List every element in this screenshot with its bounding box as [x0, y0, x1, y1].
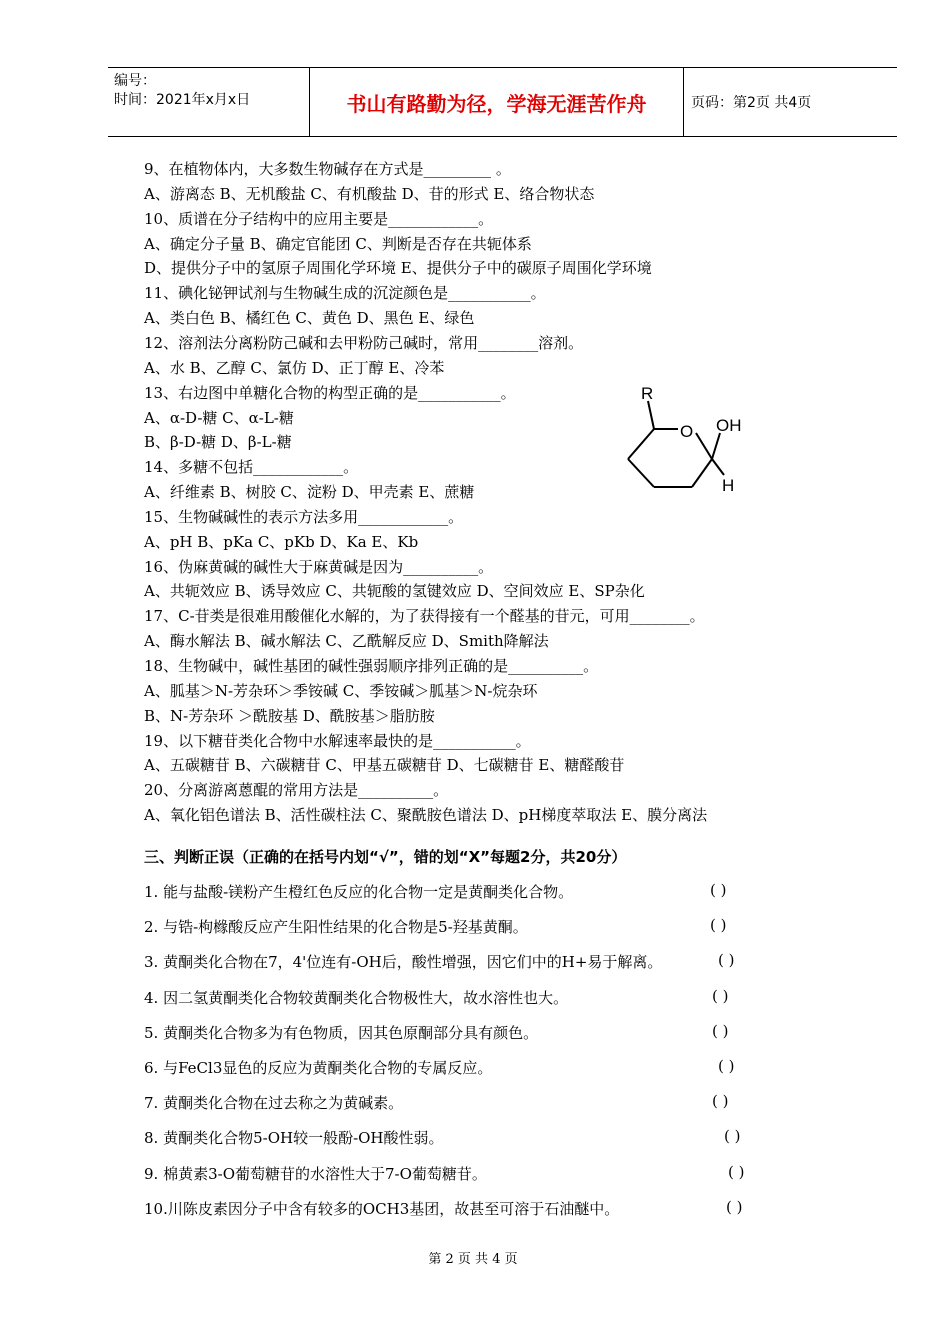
answer-bracket[interactable]: ( ): [710, 881, 727, 899]
mc-line: 9、在植物体内，大多数生物碱存在方式是_________ 。: [144, 160, 511, 178]
tf-item: 1. 能与盐酸-镁粉产生橙红色反应的化合物一定是黄酮类化合物。: [144, 883, 574, 901]
tf-item: 3. 黄酮类化合物在7，4'位连有-OH后，酸性增强，因它们中的H+易于解离。: [144, 953, 663, 972]
answer-bracket[interactable]: ( ): [724, 1127, 741, 1146]
mc-line: A、氧化铝色谱法 B、活性碳柱法 C、聚酰胺色谱法 D、pH梯度萃取法 E、膜分离法: [144, 806, 708, 825]
mc-line: D、提供分子中的氢原子周围化学环境 E、提供分子中的碳原子周围化学环境: [144, 259, 652, 278]
mc-line: B、β-D-糖 D、β-L-糖: [144, 433, 292, 452]
label-h: H: [722, 476, 735, 493]
mc-line: A、确定分子量 B、确定官能团 C、判断是否存在共轭体系: [144, 234, 532, 253]
mc-line: A、类白色 B、橘红色 C、黄色 D、黑色 E、绿色: [144, 309, 475, 328]
header-page-info: 页码：第2页 共4页: [691, 95, 812, 111]
mc-line: 17、C-苷类是很难用酸催化水解的，为了获得接有一个醛基的苷元，可用________。: [144, 607, 705, 626]
label-r: R: [641, 384, 654, 403]
answer-bracket[interactable]: ( ): [712, 1092, 729, 1111]
mc-line: 13、右边图中单糖化合物的构型正确的是___________。: [144, 383, 516, 402]
mc-line: A、五碳糖苷 B、六碳糖苷 C、甲基五碳糖苷 D、七碳糖苷 E、糖醛酸苷: [144, 756, 625, 775]
mc-line: A、游离态 B、无机酸盐 C、有机酸盐 D、苷的形式 E、络合物状态: [144, 184, 595, 203]
answer-bracket[interactable]: ( ): [718, 1057, 735, 1075]
mc-line: 14、多糖不包括____________。: [144, 458, 359, 477]
page-footer: [0, 1248, 950, 1267]
header-meta: [108, 68, 310, 136]
mc-line: A、酶水解法 B、碱水解法 C、乙酰解反应 D、Smith降解法: [144, 632, 549, 651]
answer-bracket[interactable]: ( ): [710, 916, 727, 935]
header-date: 时间：2021年x月x日: [114, 92, 251, 108]
section3-title: 三、判断正误（正确的在括号内划“√”，错的划“X”每题2分，共20分）: [144, 848, 627, 866]
label-oh: OH: [716, 416, 742, 435]
answer-bracket[interactable]: ( ): [726, 1197, 743, 1216]
label-o: O: [680, 422, 694, 441]
tf-item: 10.川陈皮素因分子中含有较多的OCH3基团，故甚至可溶于石油醚中。: [144, 1199, 620, 1218]
page-header: [108, 67, 897, 137]
answer-bracket[interactable]: ( ): [712, 986, 729, 1005]
mc-line: 20、分离游离蒽醌的常用方法是__________。: [144, 781, 449, 800]
tf-item: 9. 棉黄素3-O葡萄糖苷的水溶性大于7-O葡萄糖苷。: [144, 1164, 487, 1183]
mc-line: 12、溶剂法分离粉防己碱和去甲粉防己碱时，常用________溶剂。: [144, 333, 584, 352]
tf-item: 2. 与锆-枸橼酸反应产生阳性结果的化合物是5-羟基黄酮。: [144, 918, 528, 937]
mc-line: 18、生物碱中，碱性基团的碱性强弱顺序排列正确的是__________。: [144, 657, 599, 675]
ring-bonds: [628, 401, 724, 487]
tf-item: 4. 因二氢黄酮类化合物较黄酮类化合物极性大，故水溶性也大。: [144, 988, 569, 1007]
header-motto: 书山有路勤为径，学海无涯苦作舟: [310, 68, 684, 136]
mc-line: B、N-芳杂环 ＞酰胺基 D、酰胺基＞脂肪胺: [144, 706, 435, 725]
answer-bracket[interactable]: ( ): [728, 1162, 745, 1181]
mc-line: 11、碘化铋钾试剂与生物碱生成的沉淀颜色是___________。: [144, 284, 546, 303]
mc-line: 15、生物碱碱性的表示方法多用____________。: [144, 507, 464, 526]
header-number: 编号：: [114, 73, 156, 89]
sugar-structure-diagram: [620, 383, 750, 493]
mc-line: 16、伪麻黄碱的碱性大于麻黄碱是因为__________。: [144, 557, 494, 576]
tf-item: 7. 黄酮类化合物在过去称之为黄碱素。: [144, 1094, 404, 1113]
answer-bracket[interactable]: ( ): [712, 1021, 729, 1040]
mc-line: 19、以下糖苷类化合物中水解速率最快的是___________。: [144, 731, 531, 750]
footer-text: 第 2 页 共 4 页: [428, 1252, 518, 1267]
mc-line: A、α-D-糖 C、α-L-糖: [144, 408, 294, 427]
tf-item: 6. 与FeCl3显色的反应为黄酮类化合物的专属反应。: [144, 1059, 493, 1077]
mc-line: A、水 B、乙醇 C、氯仿 D、正丁醇 E、冷苯: [144, 358, 445, 377]
mc-line: A、共轭效应 B、诱导效应 C、共轭酸的氢键效应 D、空间效应 E、SP杂化: [144, 582, 645, 601]
mc-line: 10、质谱在分子结构中的应用主要是____________。: [144, 209, 494, 228]
mc-line: A、pH B、pKa C、pKb D、Ka E、Kb: [144, 532, 419, 551]
tf-item: 5. 黄酮类化合物多为有色物质，因其色原酮部分具有颜色。: [144, 1023, 539, 1042]
mc-line: A、纤维素 B、树胶 C、淀粉 D、甲壳素 E、蔗糖: [144, 483, 475, 502]
mc-line: A、胍基＞N-芳杂环＞季铵碱 C、季铵碱＞胍基＞N-烷杂环: [144, 681, 538, 700]
answer-bracket[interactable]: ( ): [718, 951, 735, 970]
tf-item: 8. 黄酮类化合物5-OH较一般酚-OH酸性弱。: [144, 1129, 444, 1148]
